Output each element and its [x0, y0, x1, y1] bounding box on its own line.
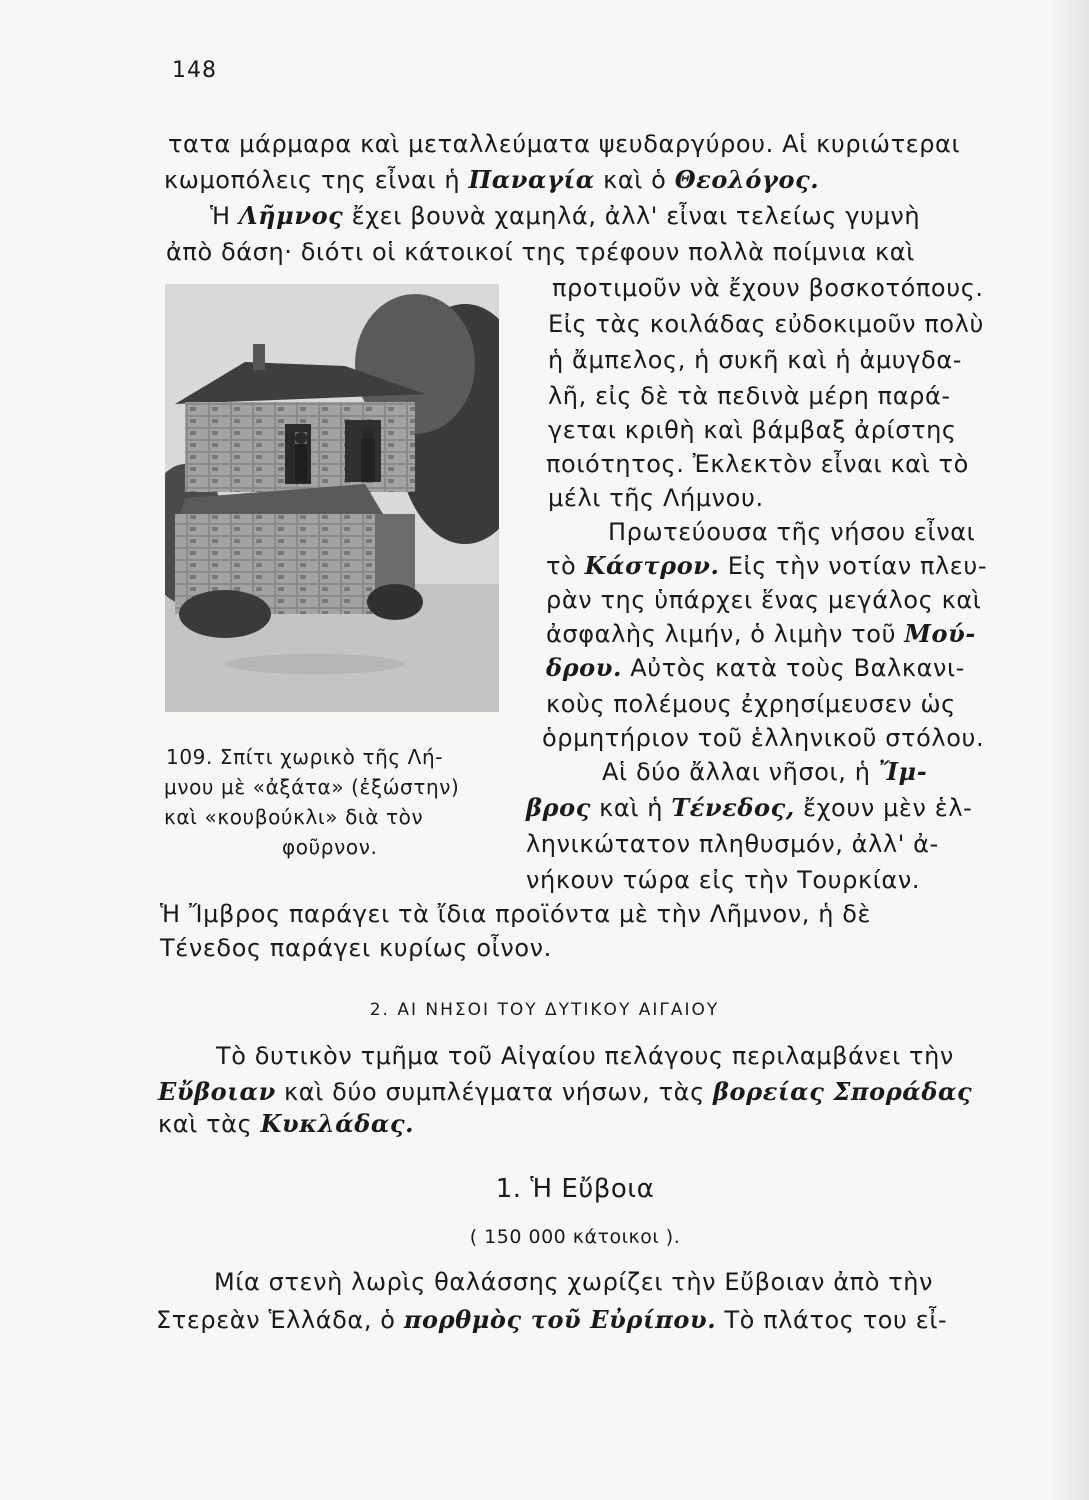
text-line: Ἡ Ἴμβρος παράγει τὰ ἴδια προϊόντα μὲ τὴν Λῆμνον, ἡ δὲ: [160, 900, 872, 928]
house-photo-drawing: [165, 284, 499, 712]
text-line: γεται κριθὴ καὶ βάμβαξ ἀρίστης: [548, 416, 957, 444]
house-photo: [165, 284, 499, 712]
text-line: τὸ Κάστρον. Εἰς τὴν νοτίαν πλευ-: [546, 551, 988, 580]
figure-caption: φοῦρνον.: [282, 835, 378, 859]
place-name: Κυκλάδας.: [260, 1109, 415, 1138]
text-line: προτιμοῦν νὰ ἔχουν βοσκοτόπους.: [552, 274, 984, 302]
place-name: Λῆμνος: [238, 201, 344, 230]
place-name: δρου.: [546, 653, 622, 682]
text-line: Εἰς τὰς κοιλάδας εὐδοκιμοῦν πολὺ: [548, 310, 984, 338]
text-line: δρου. Αὐτὸς κατὰ τοὺς Βαλκανι-: [546, 653, 966, 682]
text-line: ρὰν της ὑπάρχει ἕνας μεγάλος καὶ: [546, 586, 982, 614]
text-line: Εὔβοιαν καὶ δύο συμπλέγματα νήσων, τὰς βορείας Σποράδας: [158, 1077, 973, 1106]
place-name: Τένεδος,: [671, 793, 795, 822]
place-name: Κάστρον.: [584, 551, 720, 580]
subsection-population: ( 150 000 κάτοικοι ).: [469, 1226, 681, 1248]
text-line: νήκουν τώρα εἰς τὴν Τουρκίαν.: [526, 866, 921, 894]
place-name: Παναγία: [468, 165, 595, 194]
text-line: μέλι τῆς Λήμνου.: [548, 484, 764, 512]
text-line: ὁρμητήριον τοῦ ἑλληνικοῦ στόλου.: [542, 724, 985, 752]
page-gutter-shadow: [1049, 0, 1089, 1500]
text-line: Μία στενὴ λωρὶς θαλάσσης χωρίζει τὴν Εὔβοιαν ἀπὸ τὴν: [214, 1268, 934, 1296]
figure-caption: 109. Σπίτι χωρικὸ τῆς Λή-: [166, 745, 444, 769]
text-line: ἡ ἄμπελος, ἡ συκῆ καὶ ἡ ἀμυγδα-: [548, 346, 963, 374]
text-line: καὶ τὰς Κυκλάδας.: [158, 1109, 415, 1138]
place-name: Θεολόγος.: [674, 165, 820, 194]
text-line: Πρωτεύουσα τῆς νήσου εἶναι: [608, 518, 976, 546]
section-heading: 2. ΑΙ ΝΗΣΟΙ ΤΟΥ ΔΥΤΙΚΟΥ ΑΙΓΑΙΟΥ: [369, 1000, 720, 1020]
text-line: κωμοπόλεις της εἶναι ἡ Παναγία καὶ ὁ Θεολόγος.: [164, 165, 820, 194]
text-line: Στερεὰν Ἑλλάδα, ὁ πορθμὸς τοῦ Εὐρίπου. Τὸ πλάτος του εἶ-: [156, 1305, 948, 1334]
page-number: 148: [172, 58, 217, 83]
text-line: Ἡ Λῆμνος ἔχει βουνὰ χαμηλά, ἀλλ' εἶναι τελείως γυμνὴ: [210, 201, 921, 230]
text-line: Τένεδος παράγει κυρίως οἶνον.: [160, 934, 552, 962]
place-name: πορθμὸς τοῦ Εὐρίπου.: [403, 1305, 717, 1334]
text-line: ἀσφαλὴς λιμήν, ὁ λιμὴν τοῦ Μού-: [546, 619, 976, 648]
place-name: Μού-: [904, 619, 976, 648]
place-name: Ἴμ-: [878, 757, 928, 786]
figure-caption: καὶ «κουβούκλι» διὰ τὸν: [164, 805, 424, 829]
text-line: ληνικώτατον πληθυσμόν, ἀλλ' ἀ-: [526, 830, 939, 858]
place-name: βρος: [526, 793, 591, 822]
text-line: Τὸ δυτικὸν τμῆμα τοῦ Αἰγαίου πελάγους περιλαμβάνει τὴν: [216, 1042, 954, 1070]
text-line: τατα μάρμαρα καὶ μεταλλεύματα ψευδαργύρου. Αἱ κυριώτεραι: [168, 130, 961, 158]
place-name: Εὔβοιαν: [158, 1077, 276, 1106]
text-line: λῆ, εἰς δὲ τὰ πεδινὰ μέρη παρά-: [548, 382, 951, 410]
place-name: βορείας Σποράδας: [713, 1077, 973, 1106]
subsection-title: 1. Ἡ Εὔβοια: [495, 1174, 655, 1204]
text-line: κοὺς πολέμους ἐχρησίμευσεν ὡς: [546, 690, 956, 718]
text-line: βρος καὶ ἡ Τένεδος, ἔχουν μὲν ἑλ-: [526, 793, 973, 822]
text-line: Αἱ δύο ἄλλαι νῆσοι, ἡ Ἴμ-: [602, 757, 928, 786]
figure-caption: μνου μὲ «ἀξάτα» (ἐξώστην): [164, 775, 460, 799]
text-line: ποιότητος. Ἐκλεκτὸν εἶναι καὶ τὸ: [546, 450, 969, 478]
text-line: ἀπὸ δάση· διότι οἱ κάτοικοί της τρέφουν πολλὰ ποίμνια καὶ: [166, 238, 915, 266]
